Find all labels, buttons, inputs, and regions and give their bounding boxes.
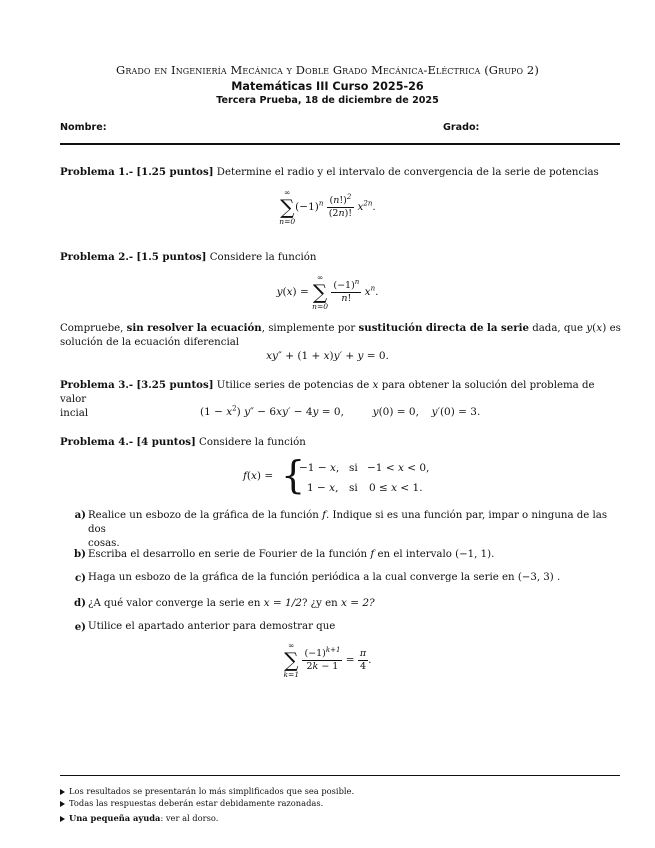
course-title: Matemáticas III Curso 2025-26 (231, 80, 424, 93)
problem-2 (60, 250, 620, 265)
problem-3-title: Problema 3.- (60, 379, 134, 391)
series-4e-formula: ∞ ∑ k=1 $\frac{(-1)^{k+1}}{2k - 1}$ = $\frac{\pi}{4}$ . (283, 641, 372, 679)
problem-1 (60, 165, 620, 180)
problem-2-statement: Compruebe, sin resolver la ecuación, simplemente por sustitución directa de la serie dada, que y(x) es solución de la ecuación diferencial (60, 322, 621, 348)
series-2-formula: y(x) = ∞ ∑ n=0 $\frac{(-1)^n}{n!}$ $x^n$. (276, 273, 379, 311)
item-a: a) Realice un esbozo de la gráfica de la función f. Indique si es una función par, impar o ninguna de las dos cosas. (74, 509, 608, 549)
bullet-triangle-icon (60, 789, 65, 795)
problem-2-points: [1.5 puntos] (136, 251, 207, 263)
footnote-1: Los resultados se presentarán lo más simplificados que sea posible. (60, 786, 354, 797)
degree-title: Grado en Ingeniería Mecánica y Doble Grado Mecánica-Eléctrica (Grupo 2) (116, 63, 539, 77)
problem-3: Problema 3.- [3.25 puntos] Utilice series de potencias de x para obtener la solución del problema de valor incial (60, 379, 595, 419)
footer-divider (60, 775, 620, 776)
item-d: d) ¿A qué valor converge la serie en x = 1/2? ¿y en x = 2? (74, 597, 375, 609)
problem-3-points: [3.25 puntos] (136, 379, 214, 391)
name-label: Nombre: (60, 122, 107, 133)
exam-title: Tercera Prueba, 18 de diciembre de 2025 (216, 95, 439, 106)
series-1-formula: ∞ ∑ n=0 $(-1)^n$ $\frac{(n!)^2}{(2n)!}$ $x^{2n}$. (279, 188, 376, 226)
problem-1-title: Problema 1.- (60, 166, 134, 178)
piecewise-4-formula: f(x) = { −1 − x, si −1 < x < 0, 1 − x, si 0 ≤ x < 1. (243, 453, 430, 497)
bullet-triangle-icon (60, 816, 65, 822)
bullet-triangle-icon (60, 801, 65, 807)
ode-2-formula: xy″ + (1 + x)y′ + y = 0. (266, 350, 389, 362)
ivp-3-formula: $(1 - x^2)$ y″ − 6xy′ − 4y = 0, y(0) = 0, y′(0) = 3. (200, 404, 481, 418)
grade-label: Grado: (443, 122, 480, 133)
problem-2-text: Considere la función (209, 252, 317, 263)
item-c: c) Haga un esbozo de la gráfica de la función periódica a la cual converge la serie en (−3, 3) . (74, 572, 561, 584)
footnote-2: Todas las respuestas deberán estar debidamente razonadas. (60, 798, 323, 809)
problem-4: Problema 4.- [4 puntos] Considere la función (60, 436, 306, 448)
header-divider (60, 143, 620, 145)
problem-1-text: Determine el radio y el intervalo de convergencia de la serie de potencias (216, 167, 599, 178)
item-b: b) Escriba el desarrollo en serie de Fourier de la función f en el intervalo (−1, 1). (74, 548, 495, 560)
problem-2-title: Problema 2.- (60, 251, 134, 263)
problem-4-title: Problema 4.- (60, 436, 134, 448)
problem-4-points: [4 puntos] (136, 436, 196, 448)
item-e: e) Utilice el apartado anterior para demostrar que (74, 621, 336, 633)
footnote-3: Una pequeña ayuda: ver al dorso. (60, 813, 218, 824)
problem-1-points: [1.25 puntos] (136, 166, 214, 178)
